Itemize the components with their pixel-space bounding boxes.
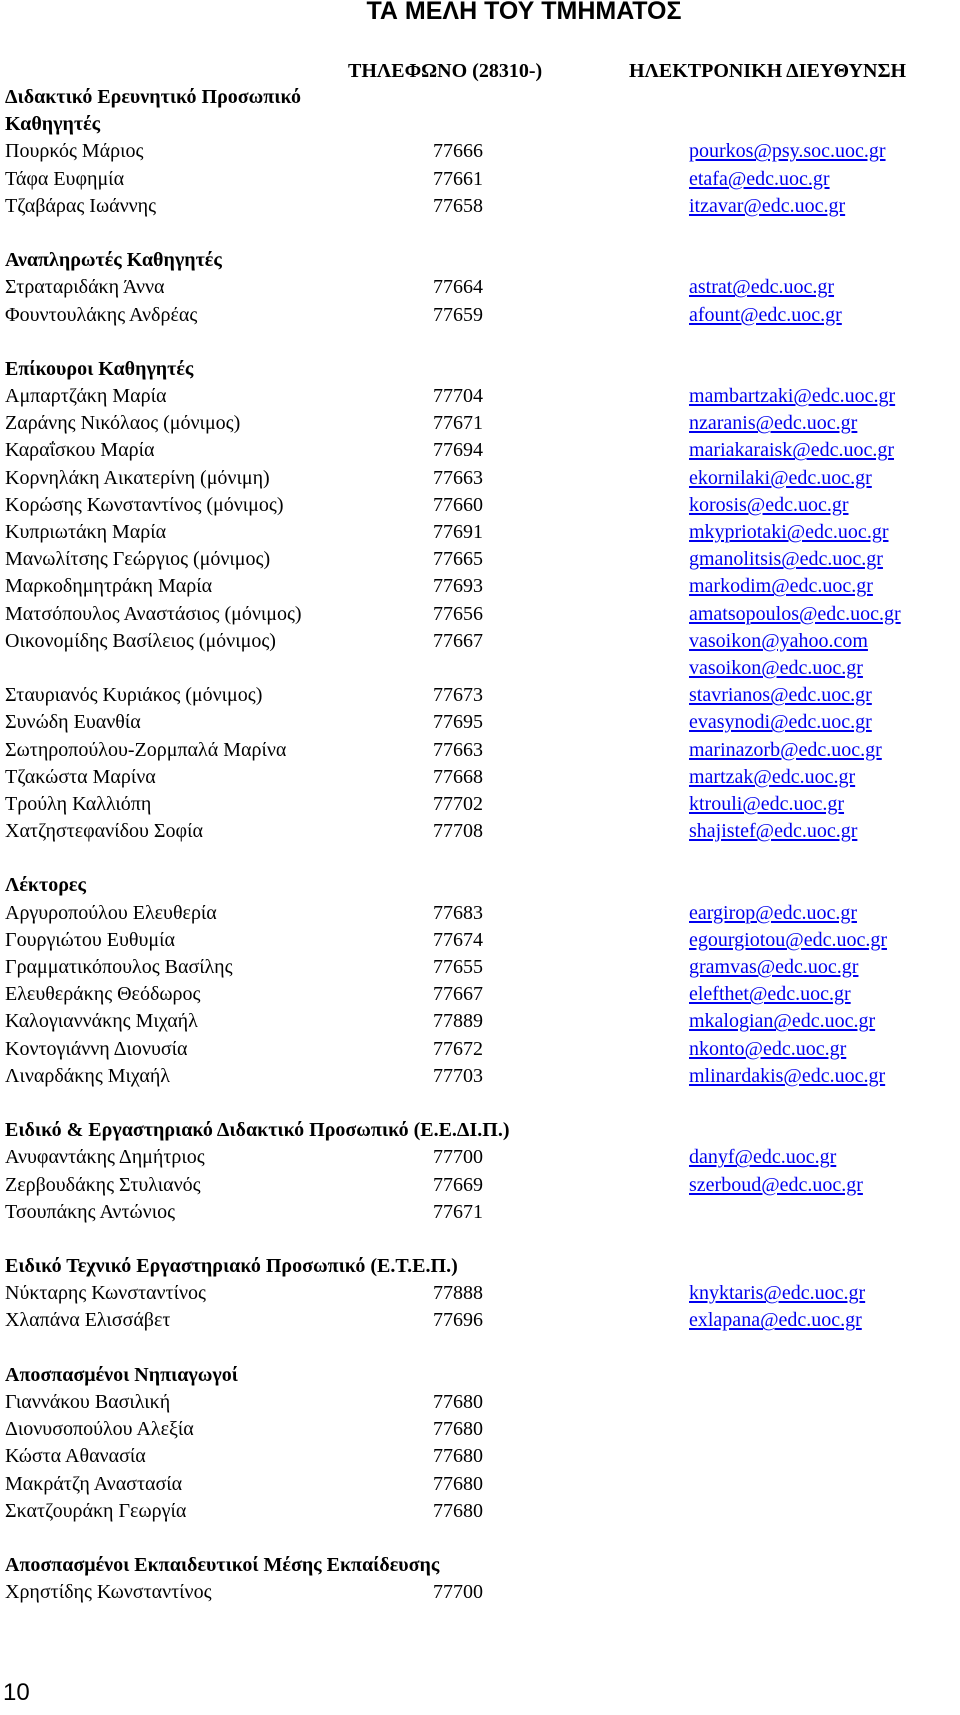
staff-name: Κοντογιάννη Διονυσία (5, 1037, 188, 1060)
staff-emails (689, 927, 887, 954)
email-link[interactable]: astrat@edc.uoc.gr (689, 276, 835, 299)
email-link[interactable]: pourkos@psy.soc.uoc.gr (689, 140, 886, 163)
staff-phone: 77702 (433, 792, 483, 815)
staff-phone: 77680 (433, 1391, 483, 1414)
staff-row (5, 410, 955, 437)
staff-emails (689, 492, 849, 519)
staff-phone: 77680 (433, 1472, 483, 1495)
staff-row (5, 1008, 955, 1035)
email-link[interactable]: stavrianos@edc.uoc.gr (689, 684, 872, 707)
staff-name: Ζαράνης Νικόλαος (μόνιμος) (5, 412, 241, 435)
staff-emails (689, 1063, 885, 1090)
staff-row (5, 465, 955, 492)
staff-row (5, 437, 955, 464)
staff-emails (689, 601, 901, 628)
staff-emails (689, 1008, 875, 1035)
staff-phone: 77655 (433, 956, 483, 979)
staff-emails (689, 791, 844, 818)
staff-name: Ζερβουδάκης Στυλιανός (5, 1173, 201, 1196)
staff-row (5, 628, 955, 682)
page-title: ΤΑ ΜΕΛΗ ΤΟΥ ΤΜΗΜΑΤΟΣ (366, 0, 682, 25)
staff-phone: 77671 (433, 1200, 483, 1223)
staff-name: Ματσόπουλος Αναστάσιος (μόνιμος) (5, 602, 302, 625)
staff-row (5, 709, 955, 736)
staff-row (5, 1063, 955, 1090)
staff-name: Ανυφαντάκης Δημήτριος (5, 1146, 205, 1169)
staff-name: Σκατζουράκη Γεωργία (5, 1499, 187, 1522)
staff-name: Καραΐσκου Μαρία (5, 439, 155, 462)
staff-name: Μαρκοδημητράκη Μαρία (5, 575, 213, 598)
staff-name: Κορώσης Κωνσταντίνος (μόνιμος) (5, 493, 284, 516)
staff-phone: 77661 (433, 167, 483, 190)
staff-row (5, 383, 955, 410)
section-title: Ειδικό & Εργαστηριακό Διδακτικό Προσωπικό (Ε.Ε.ΔΙ.Π.) (5, 1119, 510, 1142)
staff-row (5, 737, 955, 764)
staff-emails (689, 166, 830, 193)
email-link[interactable]: afount@edc.uoc.gr (689, 303, 842, 326)
email-link[interactable]: gmanolitsis@edc.uoc.gr (689, 548, 883, 571)
email-link[interactable]: marinazorb@edc.uoc.gr (689, 738, 882, 761)
staff-phone: 77703 (433, 1064, 483, 1087)
staff-row (5, 193, 955, 220)
staff-section (5, 247, 955, 329)
staff-row (5, 1416, 955, 1443)
staff-phone: 77656 (433, 602, 483, 625)
staff-phone: 77669 (433, 1173, 483, 1196)
staff-emails (689, 519, 888, 546)
staff-row (5, 573, 955, 600)
staff-name: Αμπαρτζάκη Μαρία (5, 385, 167, 408)
email-link[interactable]: szerboud@edc.uoc.gr (689, 1173, 863, 1196)
staff-name: Οικονομίδης Βασίλειος (μόνιμος) (5, 629, 276, 652)
staff-phone: 77664 (433, 276, 483, 299)
staff-phone: 77665 (433, 548, 483, 571)
staff-name: Τσουπάκης Αντώνιος (5, 1200, 175, 1223)
section-title: Διδακτικό Ερευνητικό Προσωπικό (5, 86, 301, 108)
staff-phone: 77700 (433, 1581, 483, 1604)
staff-name: Γραμματικόπουλος Βασίλης (5, 956, 233, 979)
staff-name: Κορνηλάκη Αικατερίνη (μόνιμη) (5, 466, 270, 489)
staff-phone: 77663 (433, 466, 483, 489)
staff-phone: 77680 (433, 1499, 483, 1522)
staff-name: Χατζηστεφανίδου Σοφία (5, 820, 203, 843)
staff-emails (689, 682, 872, 709)
staff-name: Λιναρδάκης Μιχαήλ (5, 1064, 170, 1087)
staff-emails (689, 274, 834, 301)
staff-emails (689, 302, 842, 329)
staff-row (5, 274, 955, 301)
email-link[interactable]: egourgiotou@edc.uoc.gr (689, 928, 887, 951)
staff-name: Πουρκός Μάριος (5, 140, 144, 163)
email-link[interactable]: korosis@edc.uoc.gr (689, 493, 849, 516)
staff-name: Γιαννάκου Βασιλική (5, 1391, 171, 1414)
staff-emails (689, 628, 868, 682)
staff-phone: 77708 (433, 820, 483, 843)
staff-phone: 77671 (433, 412, 483, 435)
email-link[interactable]: mkalogian@edc.uoc.gr (689, 1010, 876, 1033)
staff-row (5, 601, 955, 628)
staff-row (5, 791, 955, 818)
section-title: Καθηγητές (5, 113, 101, 136)
staff-emails (689, 465, 872, 492)
staff-name: Αργυροπούλου Ελευθερία (5, 901, 217, 924)
staff-phone: 77666 (433, 140, 483, 163)
email-column-header: ΗΛΕΚΤΡΟΝΙΚΗ ΔΙΕΥΘΥΝΣΗ (629, 60, 907, 82)
staff-name: Μανωλίτσης Γεώργιος (μόνιμος) (5, 548, 271, 571)
staff-name: Σωτηροπούλου-Ζορμπαλά Μαρίνα (5, 738, 287, 761)
staff-phone: 77672 (433, 1037, 483, 1060)
staff-row (5, 981, 955, 1008)
email-link[interactable]: etafa@edc.uoc.gr (689, 167, 830, 190)
email-link[interactable]: exlapana@edc.uoc.gr (689, 1309, 862, 1332)
staff-phone: 77659 (433, 303, 483, 326)
staff-name: Καλογιαννάκης Μιχαήλ (5, 1010, 198, 1033)
staff-row (5, 1498, 955, 1525)
email-link[interactable]: vasoikon@edc.uoc.gr (689, 656, 863, 679)
staff-section (5, 1117, 955, 1226)
staff-phone: 77889 (433, 1010, 483, 1033)
staff-phone: 77704 (433, 385, 483, 408)
staff-emails (689, 1172, 863, 1199)
staff-emails (689, 138, 886, 165)
staff-row (5, 1172, 955, 1199)
staff-emails (689, 383, 895, 410)
staff-phone: 77691 (433, 521, 483, 543)
staff-row (5, 1389, 955, 1416)
email-link[interactable]: martzak@edc.uoc.gr (689, 765, 856, 788)
email-link[interactable]: gramvas@edc.uoc.gr (689, 956, 859, 979)
staff-phone: 77663 (433, 738, 483, 761)
staff-section (5, 1253, 955, 1335)
staff-phone: 77667 (433, 629, 483, 652)
staff-emails (689, 709, 872, 736)
email-link[interactable]: shajistef@edc.uoc.gr (689, 820, 858, 843)
staff-phone: 77667 (433, 983, 483, 1006)
staff-phone: 77680 (433, 1418, 483, 1441)
email-link[interactable]: eargirop@edc.uoc.gr (689, 901, 857, 924)
staff-row (5, 546, 955, 573)
section-title: Λέκτορες (5, 874, 86, 897)
staff-phone: 77696 (433, 1309, 483, 1332)
staff-name: Στραταριδάκη Άννα (5, 276, 165, 299)
staff-name: Συνώδη Ευανθία (5, 711, 141, 734)
email-link[interactable]: vasoikon@yahoo.com (689, 629, 868, 652)
staff-row (5, 519, 955, 546)
staff-phone: 77680 (433, 1445, 483, 1468)
section-title: Αποσπασμένοι Νηπιαγωγοί (5, 1363, 238, 1386)
staff-row (5, 682, 955, 709)
staff-row (5, 302, 955, 329)
email-link[interactable]: ekornilaki@edc.uoc.gr (689, 466, 872, 489)
staff-name: Νύκταρης Κωνσταντίνος (5, 1282, 206, 1305)
page-number: 10 (3, 1679, 30, 1706)
staff-name: Τζακώστα Μαρίνα (5, 765, 156, 788)
section-title: Αποσπασμένοι Εκπαιδευτικοί Μέσης Εκπαίδευσης (5, 1554, 440, 1577)
staff-emails (689, 1307, 862, 1334)
staff-section (5, 1552, 955, 1606)
email-link[interactable]: ktrouli@edc.uoc.gr (689, 792, 845, 815)
staff-row (5, 138, 955, 165)
phone-column-header: ΤΗΛΕΦΩΝΟ (28310-) (348, 60, 543, 82)
staff-emails (689, 818, 857, 845)
email-link[interactable]: knyktaris@edc.uoc.gr (689, 1282, 866, 1305)
staff-row (5, 1036, 955, 1063)
staff-row (5, 927, 955, 954)
staff-phone: 77888 (433, 1282, 483, 1305)
staff-row (5, 1579, 955, 1606)
staff-row (5, 1199, 955, 1226)
staff-emails (689, 1144, 836, 1171)
staff-phone: 77674 (433, 928, 483, 951)
section-title: Επίκουροι Καθηγητές (5, 357, 194, 380)
staff-name: Σταυριανός Κυριάκος (μόνιμος) (5, 684, 263, 707)
staff-name: Τζαβάρας Ιωάννης (5, 194, 157, 217)
staff-emails (689, 546, 883, 573)
staff-row (5, 166, 955, 193)
staff-name: Κώστα Αθανασία (5, 1445, 146, 1468)
staff-emails (689, 1280, 865, 1307)
email-link[interactable]: mambartzaki@edc.uoc.gr (689, 385, 896, 408)
staff-name: Χρηστίδης Κωνσταντίνος (5, 1581, 212, 1604)
staff-emails (689, 410, 857, 437)
email-link[interactable]: nkonto@edc.uoc.gr (689, 1037, 847, 1060)
staff-section (5, 1362, 955, 1525)
staff-name: Μακράτζη Αναστασία (5, 1472, 183, 1495)
staff-name: Φουντουλάκης Ανδρέας (5, 303, 198, 326)
staff-row (5, 1280, 955, 1307)
staff-row (5, 1307, 955, 1334)
staff-phone: 77700 (433, 1146, 483, 1169)
staff-name: Τάφα Ευφημία (5, 167, 125, 190)
staff-name: Διονυσοπούλου Αλεξία (5, 1418, 194, 1441)
staff-name: Γουργιώτου Ευθυμία (5, 928, 175, 951)
section-title: Αναπληρωτές Καθηγητές (5, 249, 222, 272)
staff-emails (689, 193, 845, 220)
email-link[interactable]: markodim@edc.uoc.gr (689, 575, 873, 598)
staff-emails (689, 900, 857, 927)
staff-row (5, 764, 955, 791)
staff-emails (689, 737, 882, 764)
email-link[interactable]: elefthet@edc.uoc.gr (689, 983, 851, 1006)
staff-row (5, 1443, 955, 1470)
staff-emails (689, 764, 855, 791)
staff-section (5, 872, 955, 1090)
staff-row (5, 818, 955, 845)
email-link[interactable]: mkypriotaki@edc.uoc.gr (689, 521, 889, 543)
email-link[interactable]: mariakaraisk@edc.uoc.gr (689, 439, 894, 462)
staff-emails (689, 437, 894, 464)
staff-row (5, 900, 955, 927)
staff-phone: 77673 (433, 684, 483, 707)
staff-phone: 77695 (433, 711, 483, 734)
staff-phone: 77693 (433, 575, 483, 598)
staff-directory (5, 84, 955, 1607)
staff-name: Χλαπάνα Ελισσάβετ (5, 1309, 171, 1332)
staff-name: Κυπριωτάκη Μαρία (5, 521, 167, 543)
section-title: Ειδικό Τεχνικό Εργαστηριακό Προσωπικό (Ε.Τ.Ε.Π.) (5, 1255, 458, 1278)
staff-name: Ελευθεράκης Θεόδωρος (5, 983, 201, 1006)
staff-row (5, 954, 955, 981)
staff-section (5, 356, 955, 845)
email-link[interactable]: amatsopoulos@edc.uoc.gr (689, 602, 901, 625)
email-link[interactable]: mlinardakis@edc.uoc.gr (689, 1064, 886, 1087)
staff-emails (689, 954, 858, 981)
email-link[interactable]: nzaranis@edc.uoc.gr (689, 412, 858, 435)
staff-phone: 77683 (433, 901, 483, 924)
email-link[interactable]: itzavar@edc.uoc.gr (689, 194, 846, 217)
staff-phone: 77668 (433, 765, 483, 788)
email-link[interactable]: danyf@edc.uoc.gr (689, 1146, 837, 1169)
staff-emails (689, 981, 851, 1008)
staff-name: Τρούλη Καλλιόπη (5, 792, 152, 815)
staff-row (5, 492, 955, 519)
staff-row (5, 1471, 955, 1498)
staff-phone: 77660 (433, 493, 483, 516)
email-link[interactable]: evasynodi@edc.uoc.gr (689, 711, 872, 734)
staff-section (5, 84, 955, 220)
staff-emails (689, 1036, 846, 1063)
staff-emails (689, 573, 873, 600)
staff-phone: 77694 (433, 439, 483, 462)
staff-row (5, 1144, 955, 1171)
staff-phone: 77658 (433, 194, 483, 217)
